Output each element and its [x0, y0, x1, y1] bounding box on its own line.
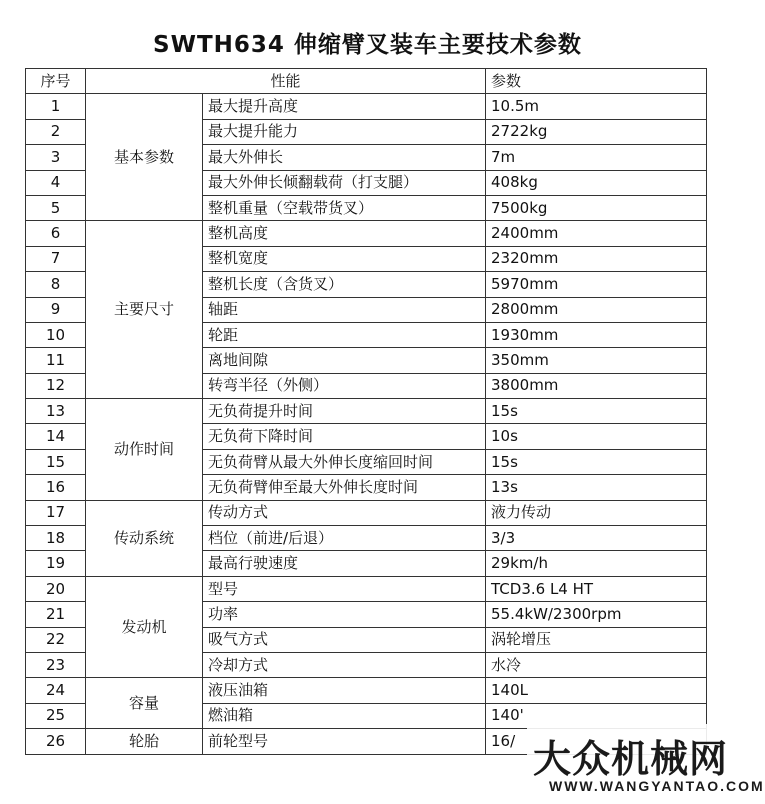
group-category: 基本参数: [86, 94, 203, 221]
row-index: 5: [26, 195, 86, 220]
spec-value: 140L: [486, 678, 707, 703]
spec-name: 最大外伸长: [203, 145, 486, 170]
spec-name: 吸气方式: [203, 627, 486, 652]
spec-name: 整机高度: [203, 221, 486, 246]
spec-value: 2800mm: [486, 297, 707, 322]
spec-name: 最大提升高度: [203, 94, 486, 119]
spec-name: 无负荷提升时间: [203, 399, 486, 424]
row-index: 4: [26, 170, 86, 195]
spec-name: 最高行驶速度: [203, 551, 486, 576]
spec-name: 整机长度（含货叉）: [203, 272, 486, 297]
spec-value: 15s: [486, 399, 707, 424]
document-title: SWTH634 伸缩臂叉装车主要技术参数: [153, 32, 582, 58]
group-category: 发动机: [86, 576, 203, 678]
spec-value: 13s: [486, 475, 707, 500]
row-index: 3: [26, 145, 86, 170]
spec-name: 功率: [203, 602, 486, 627]
header-parameter: 参数: [486, 69, 707, 94]
row-index: 13: [26, 399, 86, 424]
group-category: 传动系统: [86, 500, 203, 576]
spec-name: 最大提升能力: [203, 119, 486, 144]
header-index: 序号: [26, 69, 86, 94]
spec-name: 无负荷臂从最大外伸长度缩回时间: [203, 449, 486, 474]
table-row: [26, 94, 707, 119]
spec-value: 55.4kW/2300rpm: [486, 602, 707, 627]
row-index: 6: [26, 221, 86, 246]
row-index: 26: [26, 729, 86, 754]
spec-name: 轮距: [203, 322, 486, 347]
spec-name: 无负荷臂伸至最大外伸长度时间: [203, 475, 486, 500]
table-row: [26, 399, 707, 424]
spec-table: [25, 68, 707, 755]
row-index: 17: [26, 500, 86, 525]
table-row: [26, 221, 707, 246]
group-category: 主要尺寸: [86, 221, 203, 399]
table-row: [26, 500, 707, 525]
spec-value: 408kg: [486, 170, 707, 195]
header-performance: 性能: [86, 69, 486, 94]
spec-value: 2400mm: [486, 221, 707, 246]
spec-value: 水冷: [486, 652, 707, 677]
row-index: 25: [26, 703, 86, 728]
spec-value: 140': [486, 703, 707, 728]
row-index: 18: [26, 526, 86, 551]
spec-name: 前轮型号: [203, 729, 486, 754]
spec-value: 7m: [486, 145, 707, 170]
spec-value: 16/: [486, 729, 707, 754]
row-index: 16: [26, 475, 86, 500]
spec-name: 离地间隙: [203, 348, 486, 373]
row-index: 1: [26, 94, 86, 119]
row-index: 8: [26, 272, 86, 297]
spec-value: TCD3.6 L4 HT: [486, 576, 707, 601]
spec-table-body: [26, 94, 707, 754]
spec-name: 燃油箱: [203, 703, 486, 728]
row-index: 9: [26, 297, 86, 322]
table-header-row: [26, 69, 707, 94]
spec-value: 涡轮增压: [486, 627, 707, 652]
spec-name: 最大外伸长倾翻载荷（打支腿）: [203, 170, 486, 195]
group-category: 轮胎: [86, 729, 203, 754]
spec-value: 1930mm: [486, 322, 707, 347]
row-index: 21: [26, 602, 86, 627]
spec-value: 5970mm: [486, 272, 707, 297]
row-index: 24: [26, 678, 86, 703]
spec-name: 无负荷下降时间: [203, 424, 486, 449]
row-index: 19: [26, 551, 86, 576]
group-category: 容量: [86, 678, 203, 729]
spec-value: 15s: [486, 449, 707, 474]
row-index: 15: [26, 449, 86, 474]
spec-name: 传动方式: [203, 500, 486, 525]
row-index: 20: [26, 576, 86, 601]
row-index: 2: [26, 119, 86, 144]
spec-value: 10.5m: [486, 94, 707, 119]
spec-name: 整机重量（空载带货叉）: [203, 195, 486, 220]
spec-value: 350mm: [486, 348, 707, 373]
row-index: 12: [26, 373, 86, 398]
group-category: 动作时间: [86, 399, 203, 501]
watermark-logo-text: 大众机械网: [533, 737, 729, 781]
spec-name: 冷却方式: [203, 652, 486, 677]
spec-name: 档位（前进/后退）: [203, 526, 486, 551]
watermark-url: WWW.WANGYANTAO.COM: [549, 778, 765, 794]
table-row: [26, 576, 707, 601]
row-index: 7: [26, 246, 86, 271]
spec-name: 型号: [203, 576, 486, 601]
spec-name: 液压油箱: [203, 678, 486, 703]
spec-value: 29km/h: [486, 551, 707, 576]
row-index: 14: [26, 424, 86, 449]
row-index: 22: [26, 627, 86, 652]
spec-value: 2320mm: [486, 246, 707, 271]
spec-value: 2722kg: [486, 119, 707, 144]
row-index: 23: [26, 652, 86, 677]
row-index: 11: [26, 348, 86, 373]
watermark: [527, 724, 765, 804]
spec-value: 10s: [486, 424, 707, 449]
spec-value: 3/3: [486, 526, 707, 551]
row-index: 10: [26, 322, 86, 347]
spec-value: 液力传动: [486, 500, 707, 525]
spec-name: 轴距: [203, 297, 486, 322]
spec-value: 7500kg: [486, 195, 707, 220]
table-row: [26, 678, 707, 703]
spec-name: 转弯半径（外侧）: [203, 373, 486, 398]
spec-name: 整机宽度: [203, 246, 486, 271]
spec-value: 3800mm: [486, 373, 707, 398]
